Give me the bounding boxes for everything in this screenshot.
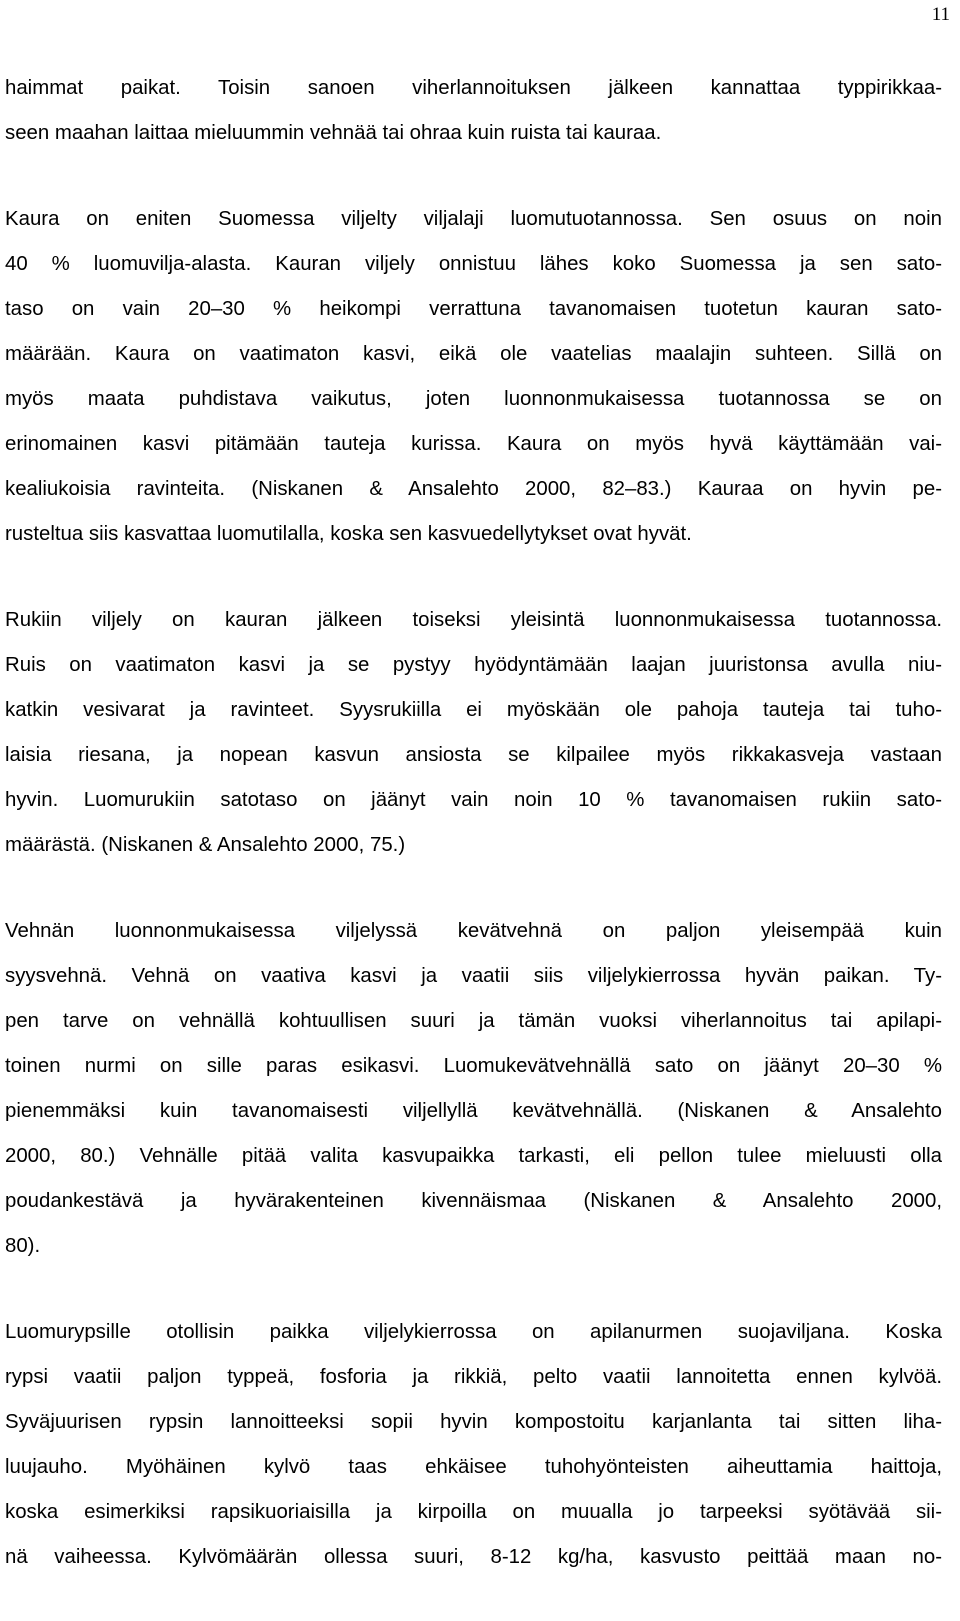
text-line: pen tarve on vehnällä kohtuullisen suuri ja tämän vuoksi viherlannoitus tai apilapi- — [5, 1010, 942, 1032]
text-line: rusteltua siis kasvattaa luomutilalla, koska sen kasvuedellytykset ovat hyvät. — [5, 523, 692, 545]
text-line: Vehnän luonnonmukaisessa viljelyssä kevätvehnä on paljon yleisempää kuin — [5, 920, 942, 942]
text-line: 80). — [5, 1235, 41, 1257]
text-line: toinen nurmi on sille paras esikasvi. Luomukevätvehnällä sato on jäänyt 20–30 % — [5, 1055, 942, 1077]
text-line: Ruis on vaatimaton kasvi ja se pystyy hyödyntämään laajan juuristonsa avulla niu- — [5, 654, 942, 676]
text-line: laisia riesana, ja nopean kasvun ansiosta se kilpailee myös rikkakasveja vastaan — [5, 744, 942, 766]
paragraph-oats — [0, 197, 960, 557]
page-number: 11 — [931, 4, 950, 25]
text-line: katkin vesivarat ja ravinteet. Syysrukiilla ei myöskään ole pahoja tauteja tai tuho- — [5, 699, 942, 721]
text-line: myös maata puhdistava vaikutus, joten luonnonmukaisessa tuotannossa se on — [5, 388, 942, 410]
paragraph-rotation-intro — [0, 66, 960, 156]
text-line: määrästä. (Niskanen & Ansalehto 2000, 75.) — [5, 834, 406, 856]
text-line: kealiukoisia ravinteita. (Niskanen & Ansalehto 2000, 82–83.) Kauraa on hyvin pe- — [5, 478, 942, 500]
text-line: koska esimerkiksi rapsikuoriaisilla ja kirpoilla on muualla jo tarpeeksi syötävää sii- — [5, 1501, 942, 1523]
text-line: taso on vain 20–30 % heikompi verrattuna tavanomaisen tuotetun kauran sato- — [5, 298, 942, 320]
text-line: syysvehnä. Vehnä on vaativa kasvi ja vaatii siis viljelykierrossa hyvän paikan. Ty- — [5, 965, 942, 987]
paragraph-wheat — [0, 909, 960, 1269]
text-line: Rukiin viljely on kauran jälkeen toiseksi yleisintä luonnonmukaisessa tuotannossa. — [5, 609, 942, 631]
text-line: määrään. Kaura on vaatimaton kasvi, eikä ole vaatelias maalajin suhteen. Sillä on — [5, 343, 942, 365]
text-line: pienemmäksi kuin tavanomaisesti viljellyllä kevätvehnällä. (Niskanen & Ansalehto — [5, 1100, 942, 1122]
document-body — [0, 66, 960, 1621]
text-line: seen maahan laittaa mieluummin vehnää tai ohraa kuin ruista tai kauraa. — [5, 122, 662, 144]
text-line: Syväjuurisen rypsin lannoitteeksi sopii hyvin kompostoitu karjanlanta tai sitten liha- — [5, 1411, 942, 1433]
text-line: poudankestävä ja hyvärakenteinen kivennäismaa (Niskanen & Ansalehto 2000, — [5, 1190, 942, 1212]
paragraph-rye — [0, 598, 960, 868]
text-line: 40 % luomuvilja-alasta. Kauran viljely onnistuu lähes koko Suomessa ja sen sato- — [5, 253, 942, 275]
text-line: Kaura on eniten Suomessa viljelty viljalaji luomutuotannossa. Sen osuus on noin — [5, 208, 942, 230]
text-line: Luomurypsille otollisin paikka viljelykierrossa on apilanurmen suojaviljana. Koska — [5, 1321, 942, 1343]
text-line: rypsi vaatii paljon typpeä, fosforia ja rikkiä, pelto vaatii lannoitetta ennen kylvöä. — [5, 1366, 942, 1388]
text-line: nä vaiheessa. Kylvömäärän ollessa suuri, 8-12 kg/ha, kasvusto peittää maan no- — [5, 1546, 942, 1568]
text-line: erinomainen kasvi pitämään tauteja kurissa. Kaura on myös hyvä käyttämään vai- — [5, 433, 942, 455]
text-line: hyvin. Luomurukiin satotaso on jäänyt vain noin 10 % tavanomaisen rukiin sato- — [5, 789, 942, 811]
text-line: haimmat paikat. Toisin sanoen viherlannoituksen jälkeen kannattaa typpirikkaa- — [5, 77, 942, 99]
text-line: luujauho. Myöhäinen kylvö taas ehkäisee tuhohyönteisten aiheuttamia haittoja, — [5, 1456, 942, 1478]
paragraph-turnip-rape — [0, 1310, 960, 1580]
text-line: 2000, 80.) Vehnälle pitää valita kasvupaikka tarkasti, eli pellon tulee mieluusti olla — [5, 1145, 942, 1167]
